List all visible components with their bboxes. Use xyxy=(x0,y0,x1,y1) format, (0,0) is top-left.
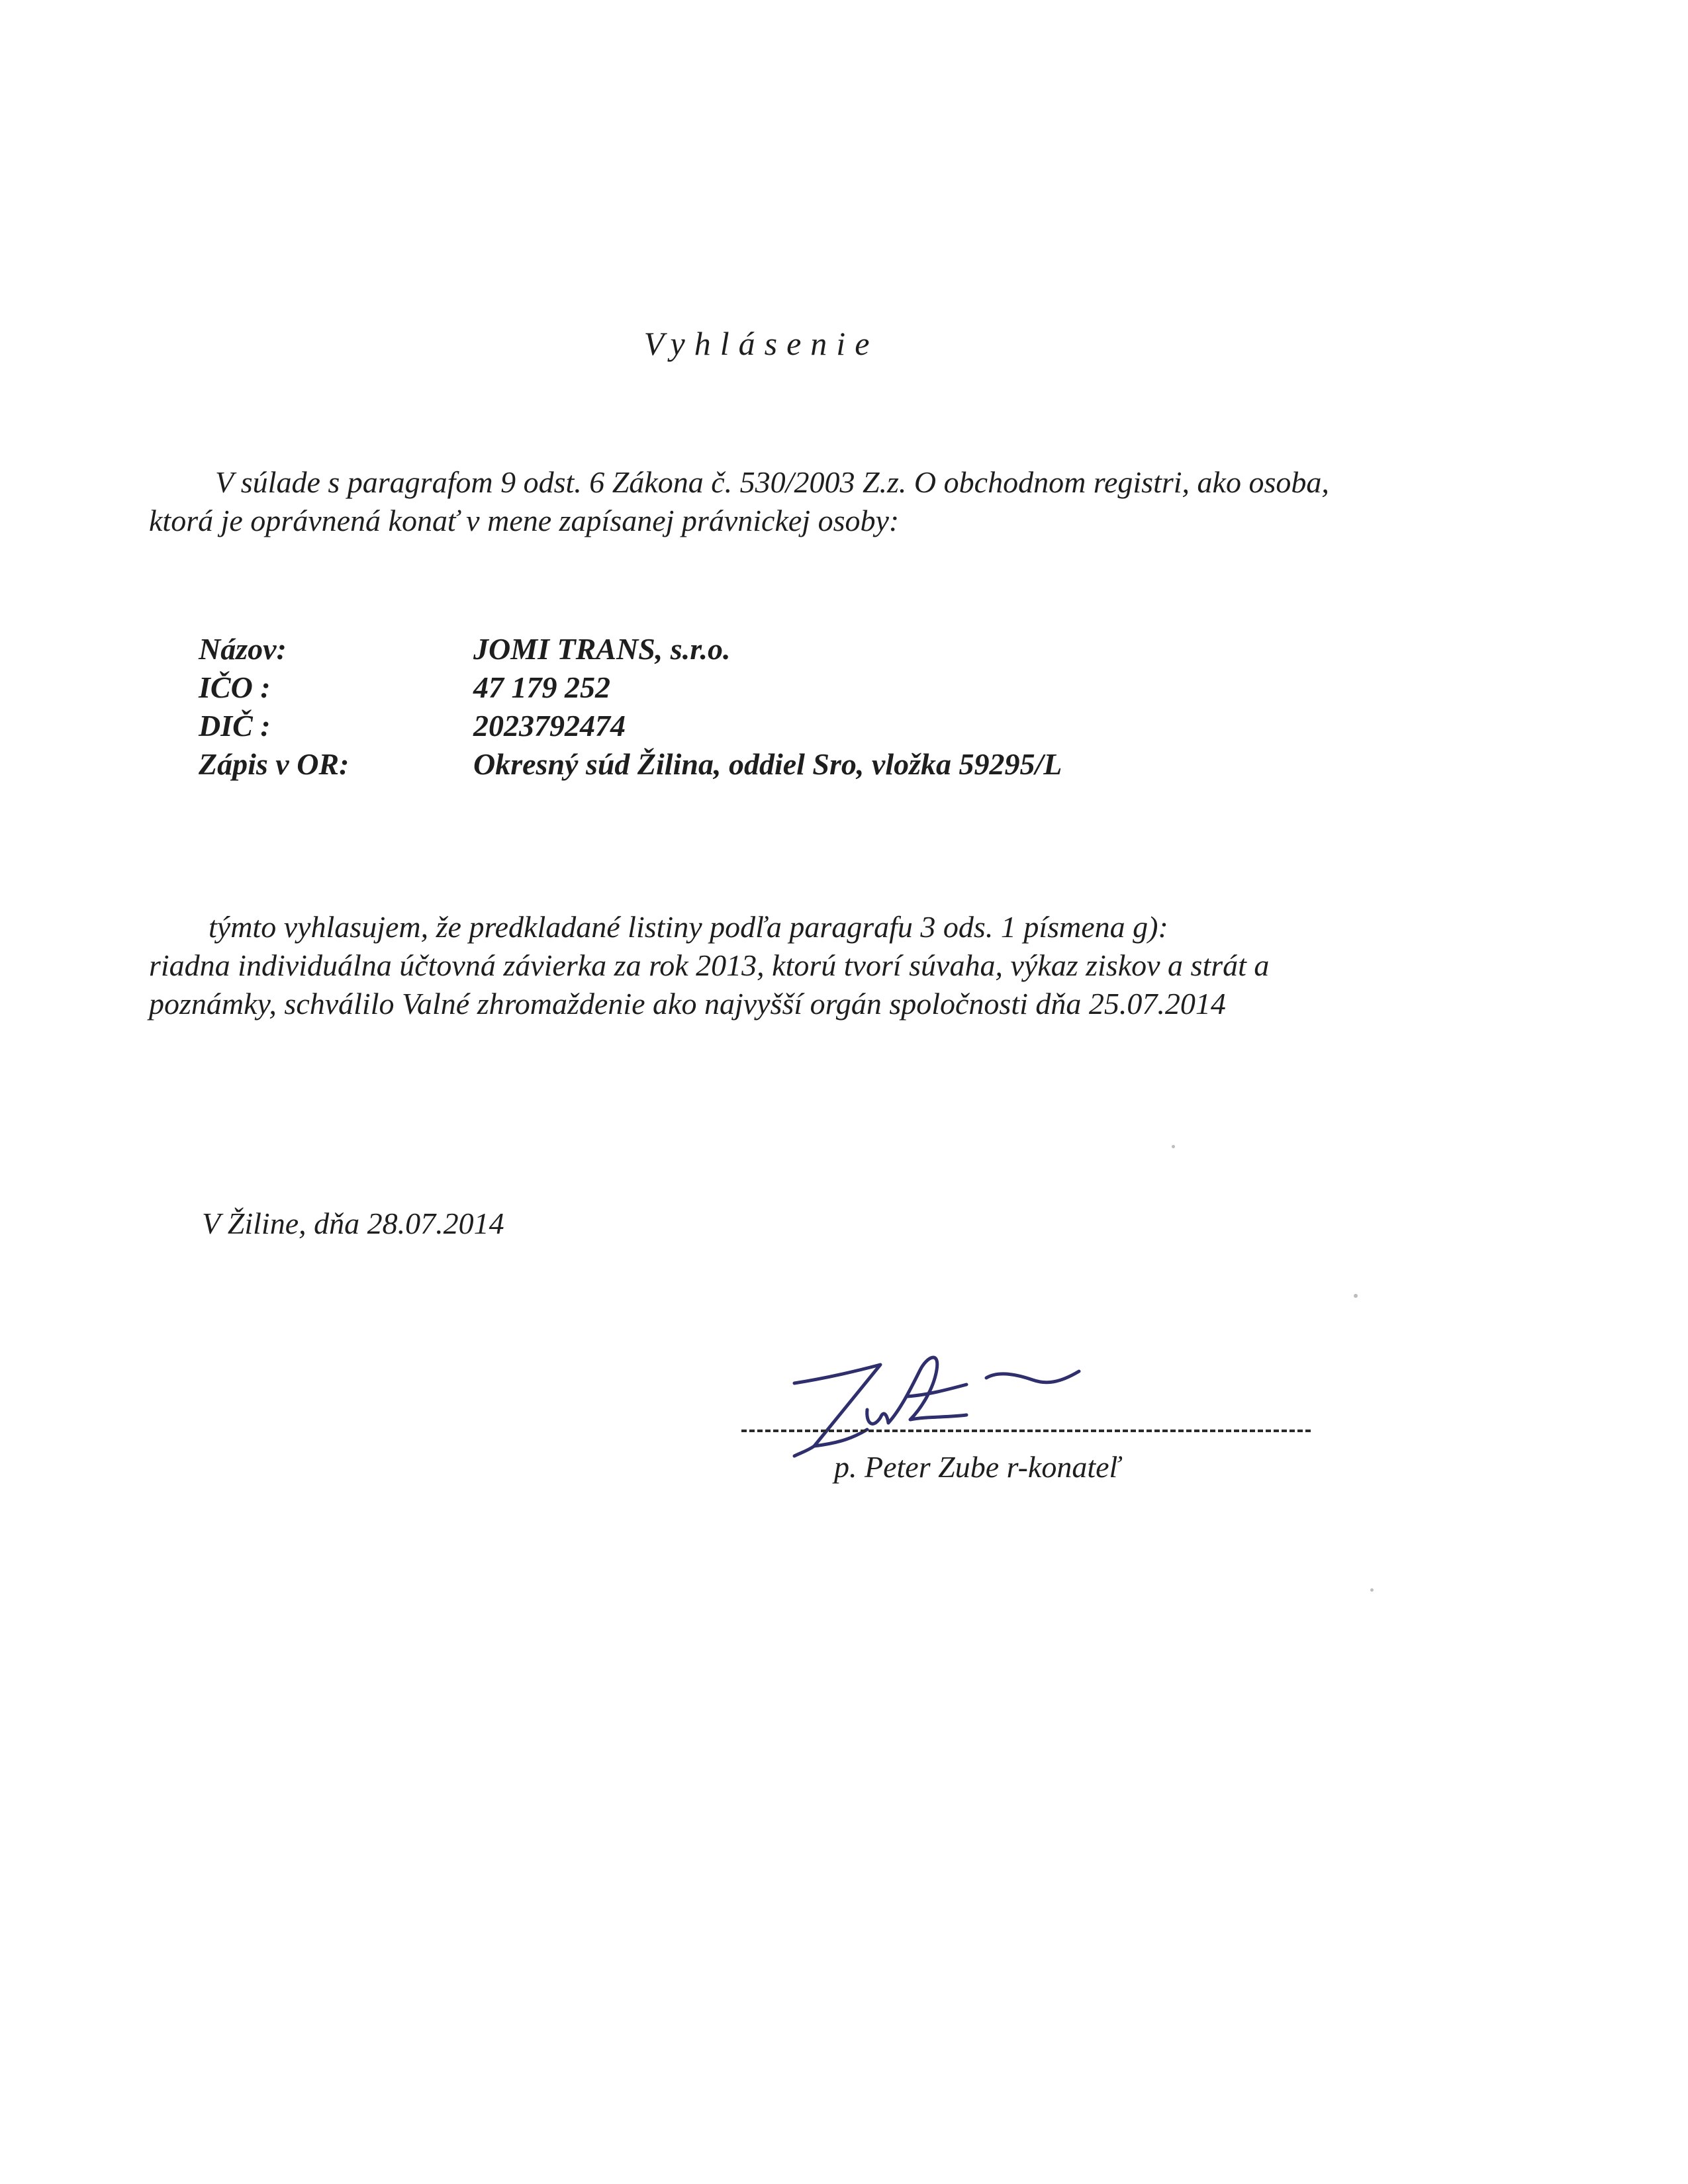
dic-label: DIČ : xyxy=(199,709,271,743)
company-name-label: Názov: xyxy=(199,632,287,666)
scan-speck xyxy=(1370,1588,1374,1592)
intro-paragraph xyxy=(149,463,1446,540)
scan-speck xyxy=(1354,1294,1358,1298)
declaration-line-2: riadna individuálna účtovná závierka za rok 2013, ktorú tvorí súvaha, výkaz ziskov a strát a xyxy=(149,948,1270,982)
declaration-line-1: týmto vyhlasujem, že predkladané listiny podľa paragrafu 3 ods. 1 písmena g): xyxy=(209,910,1168,944)
signature-line xyxy=(741,1430,1311,1432)
ico-value: 47 179 252 xyxy=(473,670,610,704)
place-date: V Žiline, dňa 28.07.2014 xyxy=(202,1206,504,1240)
ico-label: IČO : xyxy=(199,670,271,704)
intro-line-1: V súlade s paragrafom 9 odst. 6 Zákona č. 530/2003 Z.z. O obchodnom registri, ako osoba, xyxy=(215,465,1329,499)
register-value: Okresný súd Žilina, oddiel Sro, vložka 59295/L xyxy=(473,747,1062,781)
declaration-paragraph xyxy=(149,908,1473,1023)
handwritten-signature xyxy=(768,1330,1178,1463)
declaration-line-3: poznámky, schválilo Valné zhromaždenie ako najvyšší orgán spoločnosti dňa 25.07.2014 xyxy=(149,987,1226,1021)
dic-value: 2023792474 xyxy=(473,709,626,743)
signatory-name: p. Peter Zube r-konateľ xyxy=(834,1450,1121,1484)
register-label: Zápis v OR: xyxy=(199,747,350,781)
scan-speck xyxy=(1172,1145,1175,1148)
intro-line-2: ktorá je oprávnená konať v mene zapísanej právnickej osoby: xyxy=(149,504,900,537)
document-title: Vyhlásenie xyxy=(643,325,879,362)
company-name-value: JOMI TRANS, s.r.o. xyxy=(473,632,731,666)
